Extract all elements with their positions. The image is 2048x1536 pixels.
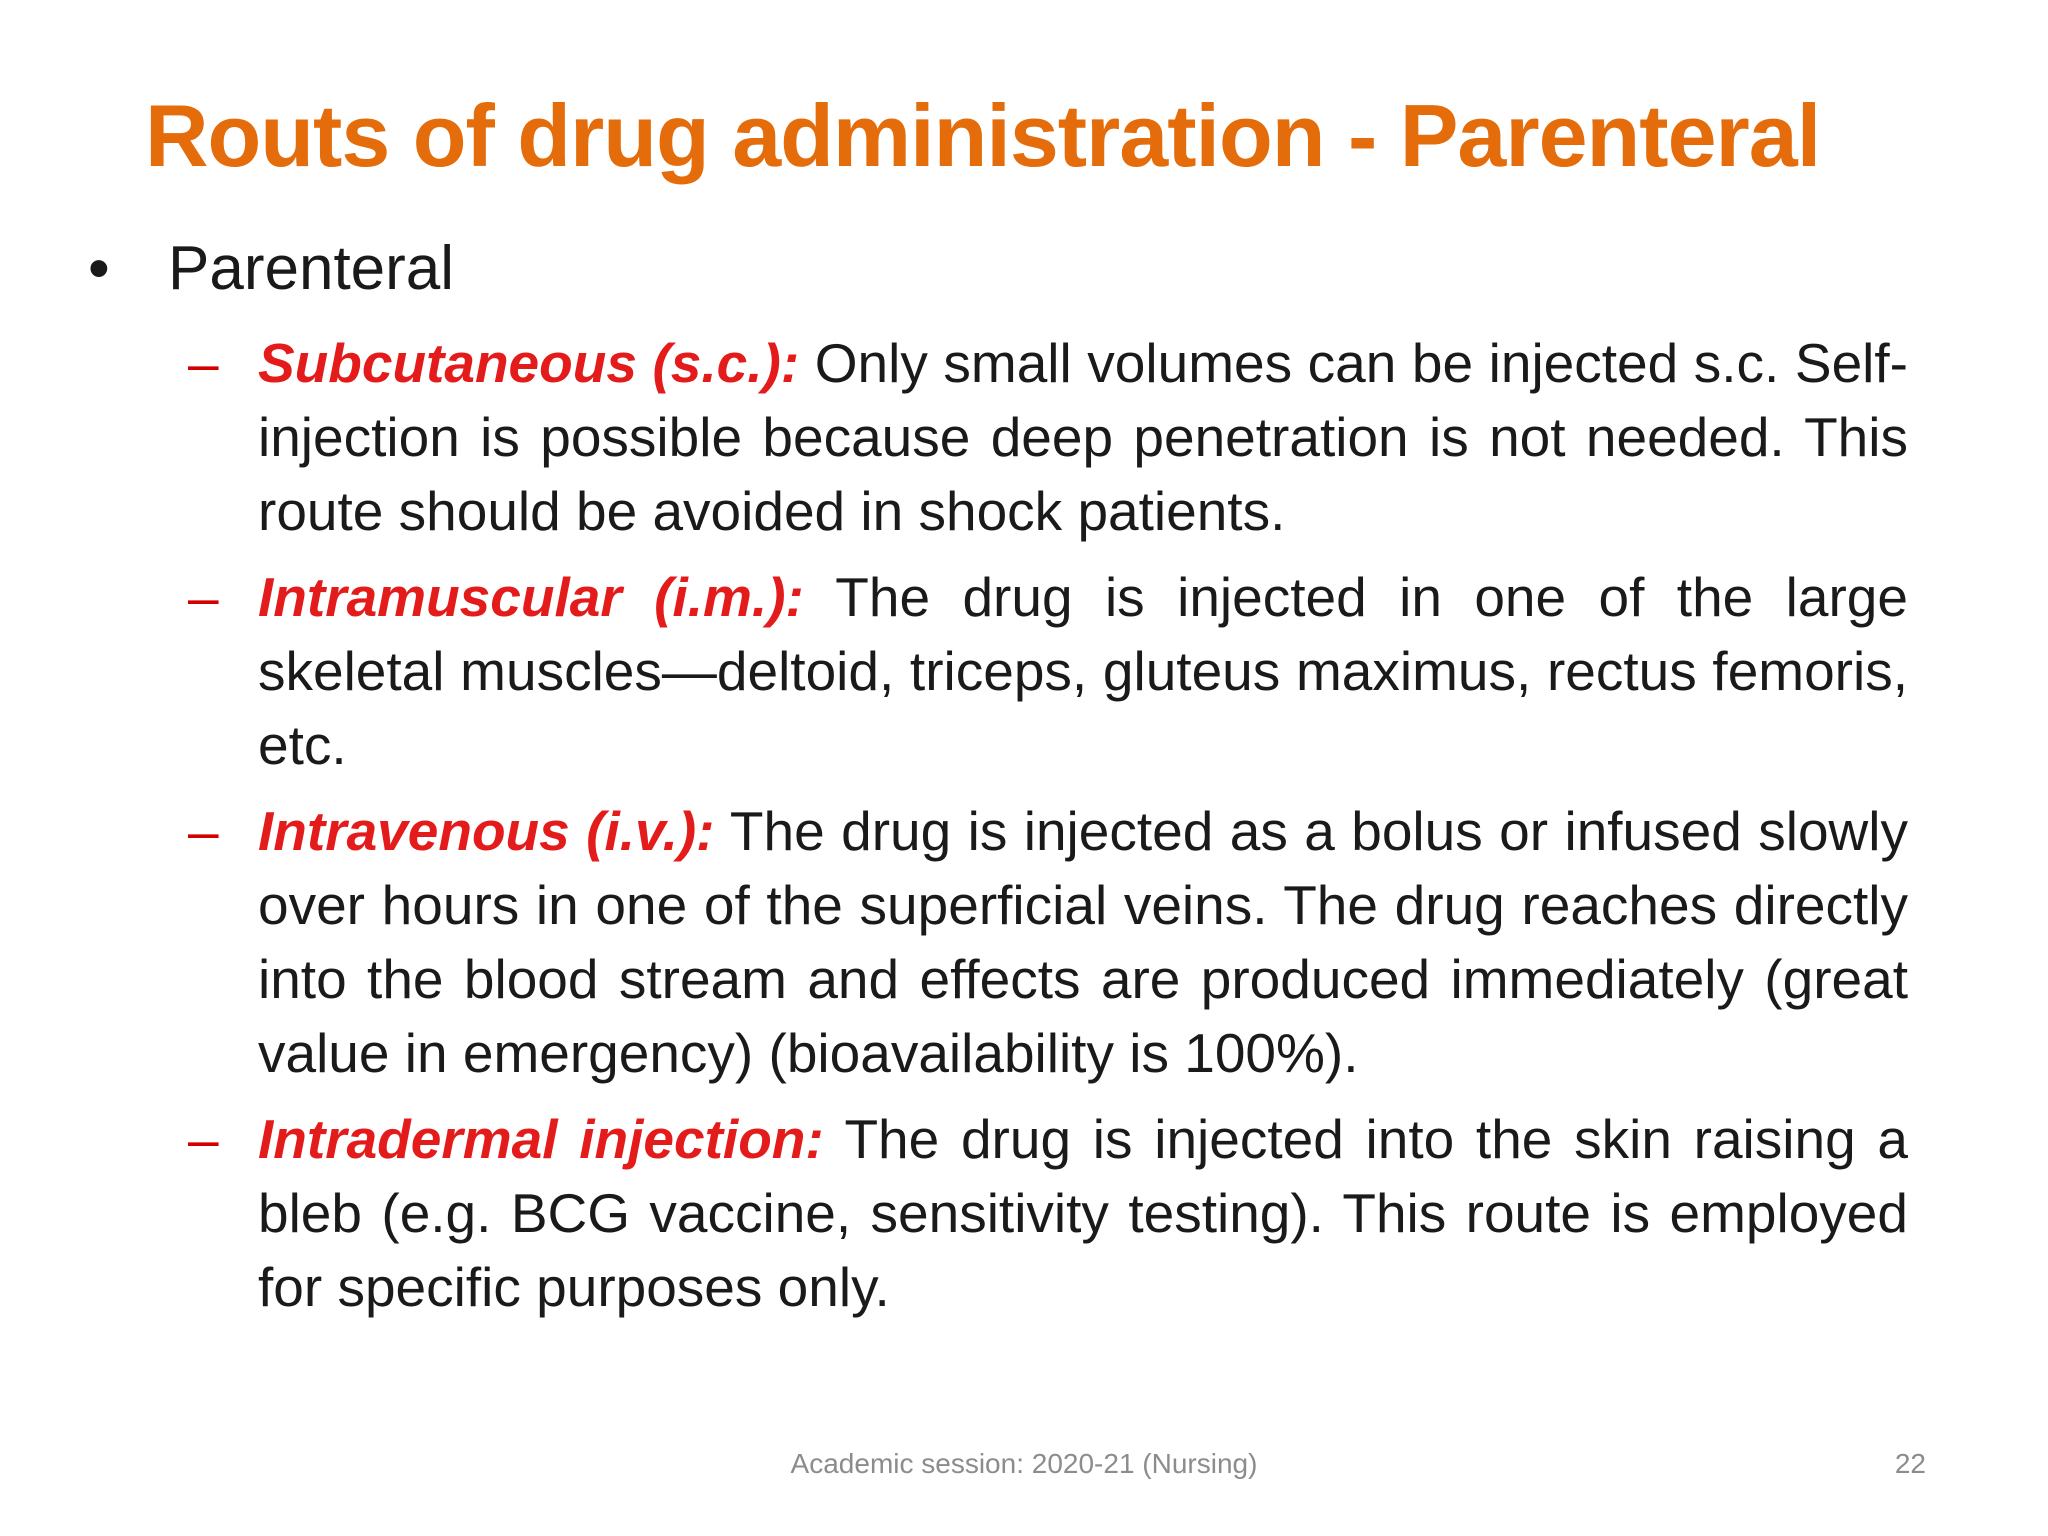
item-description: The drug is injected as a bolus or infused slowly over hours in one of the superficial veins. The drug reaches directly into the blood stream and effects are produced immediately (great value in emergency) (bioavailability is 100%). bbox=[258, 800, 1908, 1084]
sub-bullet-list bbox=[188, 326, 1908, 1336]
page-number: 22 bbox=[1894, 1448, 1926, 1479]
bullet-dot: • bbox=[88, 234, 110, 303]
dash-marker: – bbox=[188, 800, 219, 862]
slide-title: Routs of drug administration - Parenteral bbox=[145, 86, 1821, 185]
bullet-text: Parenteral bbox=[168, 234, 455, 303]
term-label: Intravenous (i.v.): bbox=[258, 800, 715, 862]
bullet-parenteral bbox=[88, 232, 454, 306]
dash-marker: – bbox=[188, 566, 219, 628]
term-label: Intradermal injection: bbox=[258, 1108, 824, 1170]
item-description: Only small volumes can be injected s.c. Self-injection is possible because deep penetration is not needed. This route should be avoided in shock patients. bbox=[258, 332, 1908, 542]
term-label: Intramuscular (i.m.): bbox=[258, 566, 804, 628]
item-description: The drug is injected in one of the large skeletal muscles—deltoid, triceps, gluteus maximus, rectus femoris, etc. bbox=[258, 566, 1908, 776]
sub-item-intravenous bbox=[188, 794, 1908, 1090]
footer-session: Academic session: 2020-21 (Nursing) bbox=[790, 1448, 1258, 1479]
sub-item-intradermal bbox=[188, 1102, 1908, 1324]
item-description: The drug is injected into the skin raising a bleb (e.g. BCG vaccine, sensitivity testing). This route is employed for specific purposes only. bbox=[258, 1108, 1908, 1318]
sub-item-intramuscular bbox=[188, 560, 1908, 782]
sub-item-subcutaneous bbox=[188, 326, 1908, 548]
term-label: Subcutaneous (s.c.): bbox=[258, 332, 800, 394]
dash-marker: – bbox=[188, 1108, 219, 1170]
dash-marker: – bbox=[188, 332, 219, 394]
